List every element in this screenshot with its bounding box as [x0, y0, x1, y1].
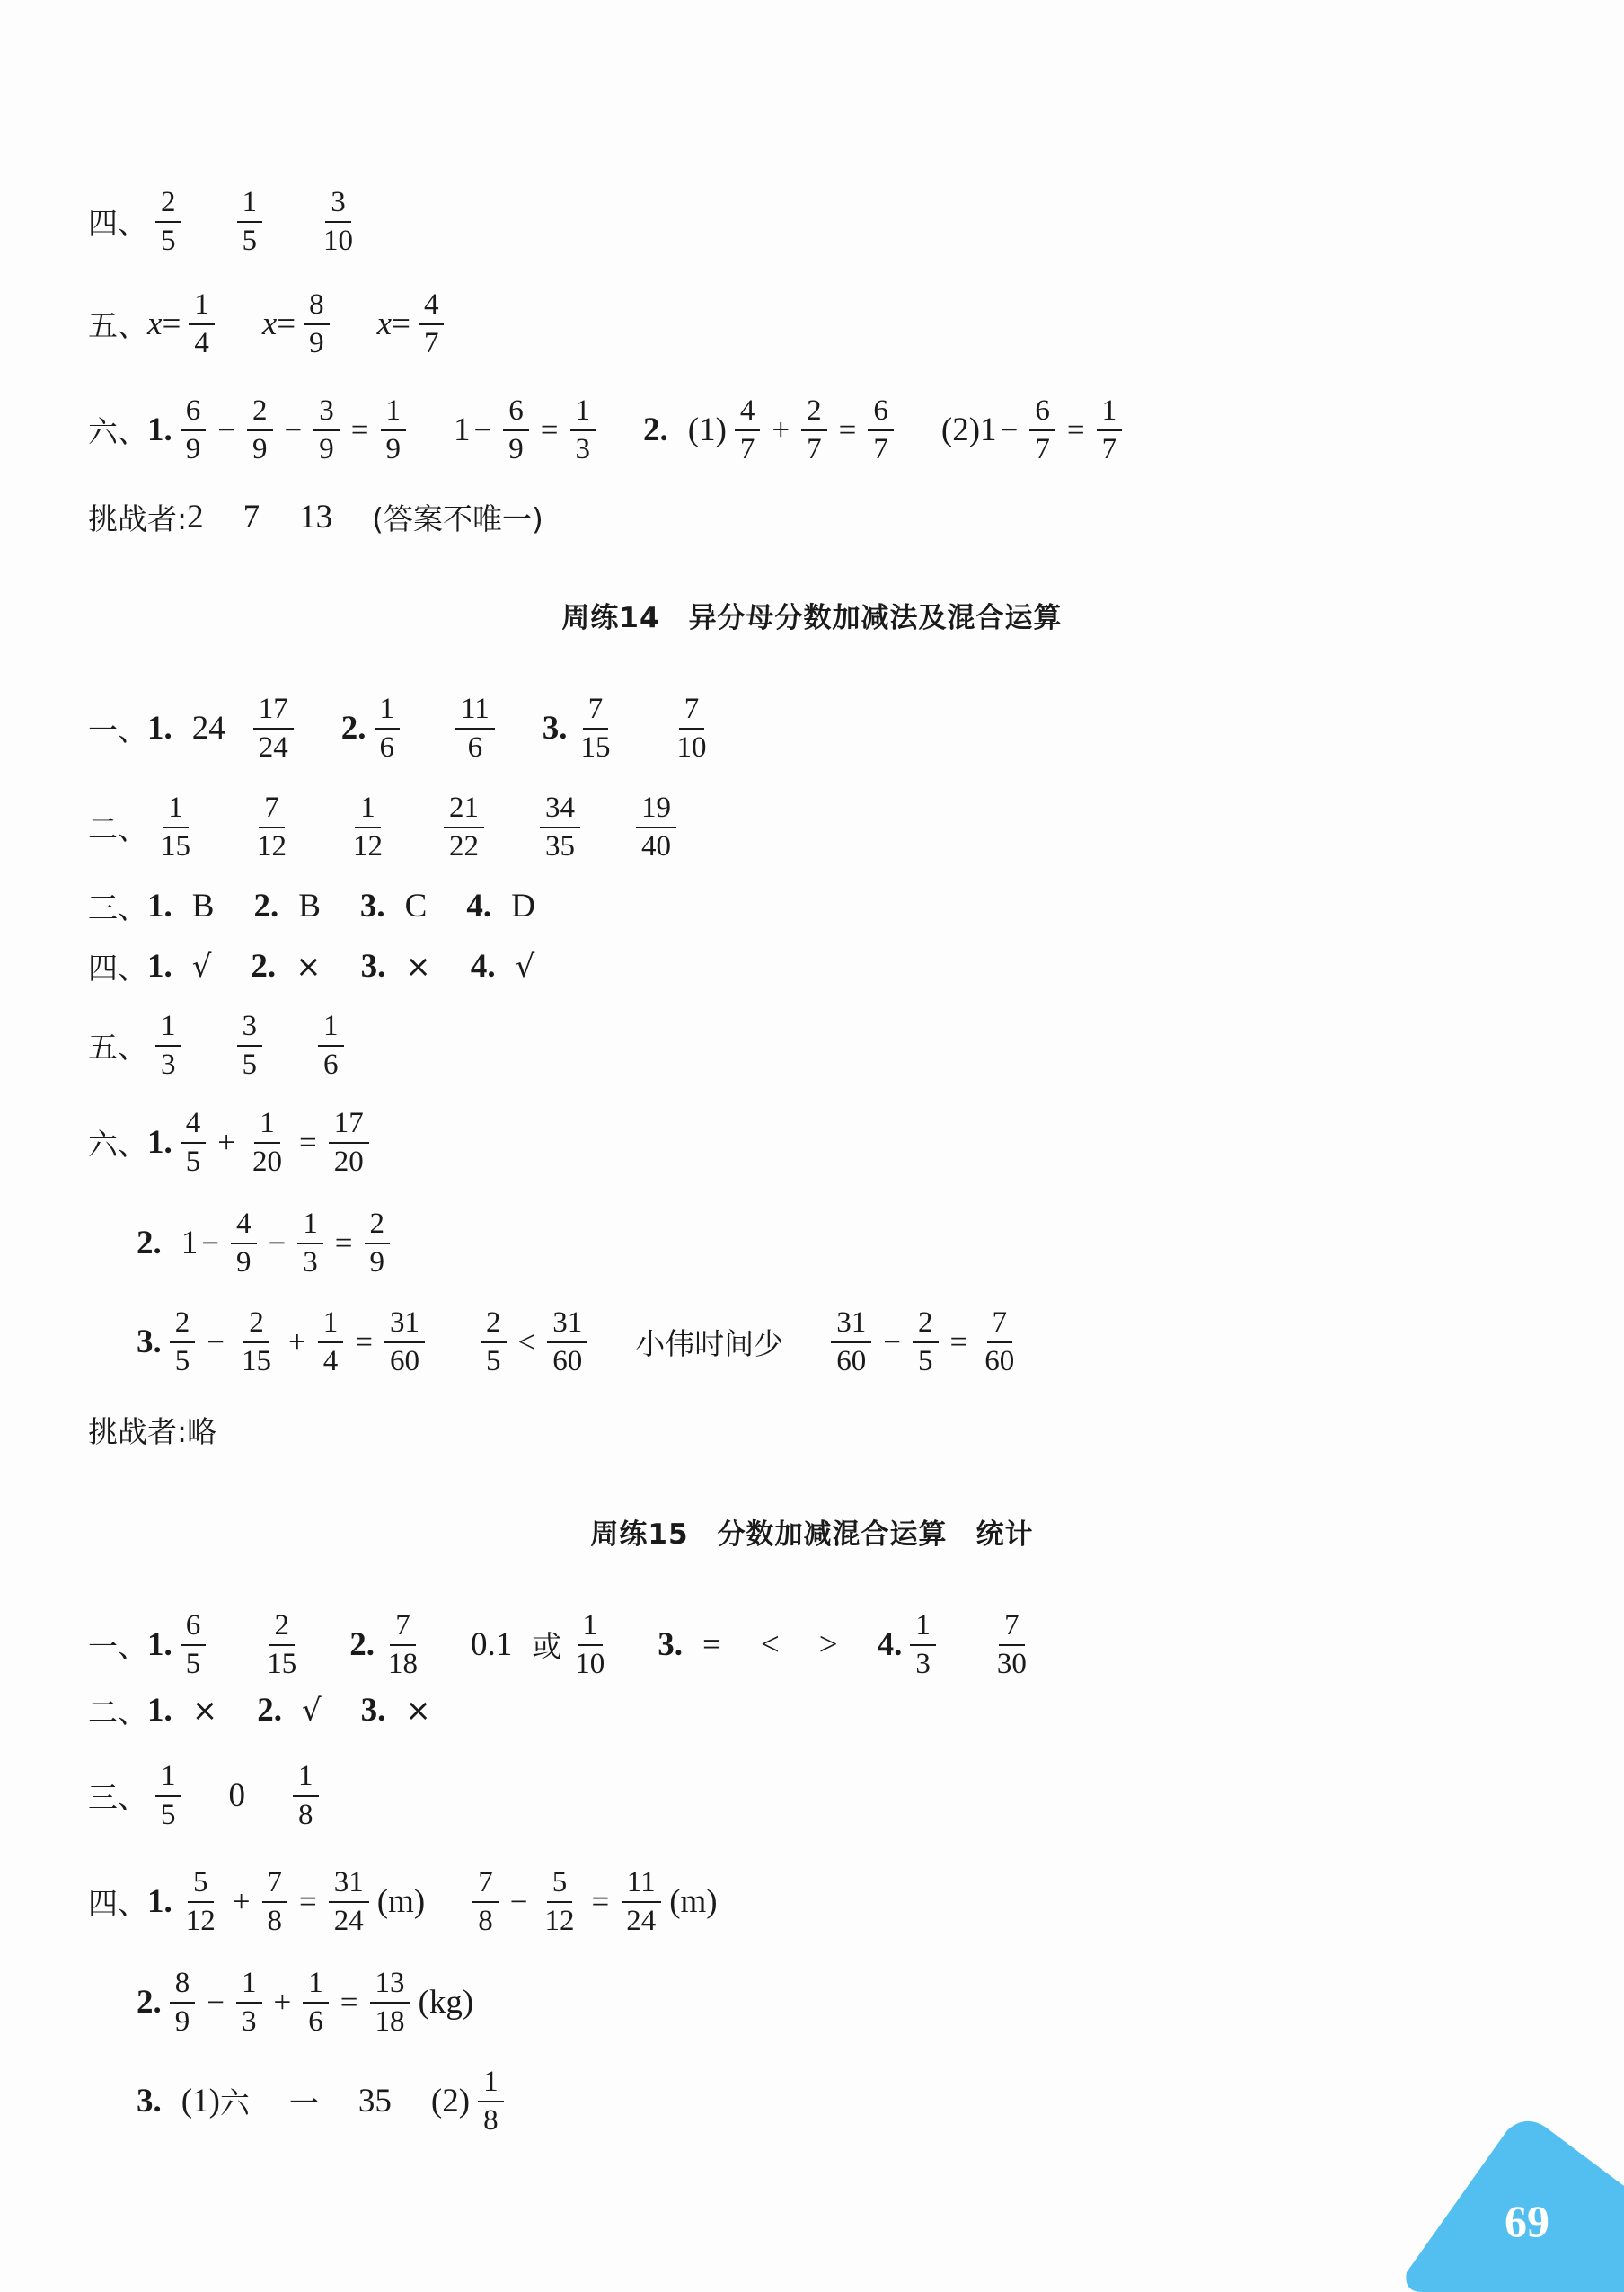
fraction: $\frac{4}{7}$ — [419, 289, 445, 358]
fraction: $\frac{2}{9}$ — [247, 395, 273, 465]
fraction: $\frac{7}{8}$ — [262, 1867, 288, 1936]
week14-s3-line: 三、 1. B 2. B 3. C 4. D — [88, 885, 535, 927]
fraction: $\frac{1}{6}$ — [303, 1968, 329, 2037]
fraction: $\frac{4}{7}$ — [735, 395, 761, 465]
fraction: $\frac{6}{5}$ — [181, 1610, 207, 1679]
fraction: $\frac{1}{5}$ — [155, 1761, 181, 1830]
fraction: $\frac{2}{7}$ — [801, 395, 827, 465]
fraction: $\frac{7}{12}$ — [257, 792, 287, 863]
section-label: 三、 — [88, 890, 147, 925]
fraction: $\frac{19}{40}$ — [636, 792, 676, 862]
fraction: $\frac{31}{24}$ — [329, 1867, 369, 1936]
fraction: $\frac{1}{6}$ — [375, 694, 401, 763]
week14-s4-line: 四、 1. √ 2. × 3. × 4. √ — [88, 945, 534, 987]
fraction: $\frac{2}{5}$ — [913, 1307, 939, 1376]
fraction: $\frac{7}{8}$ — [472, 1867, 499, 1936]
prev-challenge-line: 挑战者: 2 7 13 (答案不唯一) — [88, 499, 543, 536]
fraction: $\frac{3}{9}$ — [313, 395, 340, 465]
section-label: 四、 — [88, 1886, 147, 1922]
week14-s6-q2-line: 2. 1 − $\frac{4}{9}$ − $\frac{1}{3}$ = $\frac{2}{9}$ — [137, 1208, 398, 1278]
section-label: 二、 — [88, 1695, 147, 1730]
fraction: $\frac{1}{8}$ — [293, 1761, 319, 1830]
cross-mark-icon: × — [191, 1692, 218, 1729]
fraction: $\frac{7}{10}$ — [676, 693, 707, 764]
fraction: $\frac{6}{7}$ — [1029, 395, 1055, 465]
prev-s5-line: 五、 x = $\frac{1}{4}$ x = $\frac{8}{9}$ x = $\frac{4}{7}$ — [88, 289, 452, 358]
fraction: $\frac{2}{15}$ — [242, 1306, 271, 1377]
fraction: $\frac{31}{60}$ — [384, 1307, 425, 1376]
fraction: $\frac{1}{3}$ — [236, 1968, 262, 2037]
fraction: $\frac{7}{18}$ — [388, 1609, 418, 1680]
fraction: $\frac{8}{9}$ — [304, 289, 330, 358]
fraction: $\frac{1}{4}$ — [189, 289, 215, 358]
fraction: $\frac{8}{9}$ — [170, 1968, 196, 2037]
section-label: 五、 — [88, 308, 147, 344]
fraction: $\frac{34}{35}$ — [540, 792, 580, 862]
cross-mark-icon: × — [405, 1692, 431, 1729]
fraction: $\frac{31}{60}$ — [831, 1307, 871, 1376]
section-label: 六、 — [88, 414, 147, 450]
fraction: $\frac{7}{15}$ — [580, 693, 611, 764]
fraction: $\frac{1}{10}$ — [575, 1609, 605, 1680]
fraction: $\frac{2}{5}$ — [481, 1307, 507, 1376]
fraction: $\frac{1}{5}$ — [237, 187, 263, 256]
fraction: $\frac{7}{60}$ — [984, 1306, 1015, 1377]
fraction: $\frac{2}{15}$ — [267, 1609, 297, 1680]
page-number: 69 — [1505, 2196, 1549, 2246]
check-mark-icon: √ — [302, 1692, 322, 1729]
fraction: $\frac{11}{24}$ — [621, 1867, 661, 1936]
week14-s2-line — [88, 792, 684, 862]
week14-challenge-line: 挑战者: 略 — [88, 1414, 217, 1449]
fraction: $\frac{1}{20}$ — [252, 1107, 282, 1178]
section-label: 三、 — [88, 1780, 147, 1816]
fraction: $\frac{6}{7}$ — [868, 395, 894, 465]
week14-s6-q3-line: 3. $\frac{2}{5}$ − $\frac{2}{15}$ + $\frac{1}{4}$ = $\frac{31}{60}$ $\frac{2}{5}$ < $\frac{31}{60}$ 小伟时间少 $\frac{31}{60}$ − $\frac{2}{5}$ = $\frac{7}{60}$ — [137, 1307, 1028, 1376]
fraction: $\frac{4}{5}$ — [181, 1108, 207, 1177]
check-mark-icon: √ — [515, 948, 535, 985]
section-heading-week14: 周练14 异分母分数加减法及混合运算 — [561, 602, 1063, 634]
week14-s6-q1-line: 六、 1. $\frac{4}{5}$ + $\frac{1}{20}$ = $\frac{17}{20}$ — [88, 1108, 377, 1177]
fraction: $\frac{7}{30}$ — [996, 1609, 1027, 1680]
section-label: 一、 — [88, 1629, 147, 1665]
section-label: 六、 — [88, 1127, 147, 1163]
fraction: $\frac{3}{5}$ — [237, 1011, 263, 1080]
fraction: $\frac{1}{8}$ — [478, 2066, 504, 2136]
page-number-badge — [1390, 2112, 1624, 2292]
fraction: $\frac{1}{3}$ — [570, 395, 596, 465]
fraction: $\frac{1}{7}$ — [1097, 395, 1123, 465]
fraction: $\frac{5}{12}$ — [544, 1866, 575, 1937]
fraction: $\frac{6}{9}$ — [181, 395, 207, 465]
week15-s2-line: 二、 1. × 2. √ 3. × — [88, 1689, 431, 1731]
fraction: $\frac{21}{22}$ — [444, 792, 484, 862]
fraction: $\frac{2}{9}$ — [365, 1208, 391, 1278]
fraction: $\frac{31}{60}$ — [547, 1307, 587, 1376]
section-label: 四、 — [88, 206, 147, 242]
cross-mark-icon: × — [405, 948, 431, 985]
section-heading-week15: 周练15 分数加减混合运算 统计 — [590, 1518, 1034, 1551]
week14-s5-line — [88, 1011, 352, 1080]
fraction: $\frac{1}{15}$ — [161, 792, 190, 863]
section-label: 五、 — [88, 1030, 147, 1066]
fraction: $\frac{6}{9}$ — [503, 395, 529, 465]
prev-s4-line — [88, 187, 366, 256]
fraction: $\frac{3}{10}$ — [323, 186, 353, 257]
fraction: $\frac{1}{12}$ — [353, 792, 383, 863]
fraction: $\frac{17}{24}$ — [253, 694, 294, 763]
fraction: $\frac{1}{4}$ — [318, 1307, 344, 1376]
check-mark-icon: √ — [191, 948, 212, 985]
week15-s1-line: 一、 1. $\frac{6}{5}$ $\frac{2}{15}$ 2. $\frac{7}{18}$ 0.1 或 $\frac{1}{10}$ 3. = < > 4. $\frac{1}{3}$ $\frac{7}{30}$ — [88, 1610, 1040, 1679]
fraction: $\frac{4}{9}$ — [231, 1208, 257, 1278]
week15-s4-q3-line: 3. (1) 六 一 35 (2) $\frac{1}{8}$ — [137, 2066, 512, 2136]
week15-s4-q2-line: 2. $\frac{8}{9}$ − $\frac{1}{3}$ + $\frac{1}{6}$ = $\frac{13}{18}$ (kg) — [137, 1967, 474, 2038]
fraction: $\frac{1}{3}$ — [297, 1208, 323, 1278]
fraction: $\frac{5}{12}$ — [185, 1866, 216, 1937]
section-label: 四、 — [88, 951, 147, 986]
fraction: $\frac{1}{6}$ — [318, 1011, 344, 1080]
week14-s1-line: 一、 1. 24 $\frac{17}{24}$ 2. $\frac{1}{6}$ $\frac{11}{6}$ 3. $\frac{7}{15}$ $\frac{7}{10}$ — [88, 694, 720, 763]
week15-s3-line: 三、 $\frac{1}{5}$ 0 $\frac{1}{8}$ — [88, 1761, 327, 1830]
fraction: $\frac{11}{6}$ — [455, 694, 495, 763]
fraction: $\frac{2}{5}$ — [170, 1307, 196, 1376]
fraction: $\frac{1}{9}$ — [381, 395, 407, 465]
prev-s6-line: 六、 1. $\frac{6}{9}$ − $\frac{2}{9}$ − $\frac{3}{9}$ = $\frac{1}{9}$ 1 − $\frac{6}{9}$ = $\frac{1}{3}$ 2. (1) $\frac{4}{7}$ + $\frac{2}{7}$ = $\frac{6}{7}$ (2)1 − $\frac{6}{7}$ = $\frac{1}{7}$ — [88, 395, 1130, 465]
fraction: $\frac{1}{3}$ — [155, 1011, 181, 1080]
fraction: $\frac{1}{3}$ — [910, 1610, 936, 1679]
week15-s4-q1-line: 四、 1. $\frac{5}{12}$ + $\frac{7}{8}$ = $\frac{31}{24}$ (m) $\frac{7}{8}$ − $\frac{5}{12}$ = $\frac{11}{24}$ (m) — [88, 1866, 718, 1937]
section-label: 一、 — [88, 712, 147, 748]
section-label: 二、 — [88, 811, 147, 847]
fraction: $\frac{13}{18}$ — [370, 1968, 410, 2037]
fraction: $\frac{2}{5}$ — [155, 187, 181, 256]
cross-mark-icon: × — [296, 948, 322, 985]
fraction: $\frac{17}{20}$ — [329, 1108, 369, 1177]
